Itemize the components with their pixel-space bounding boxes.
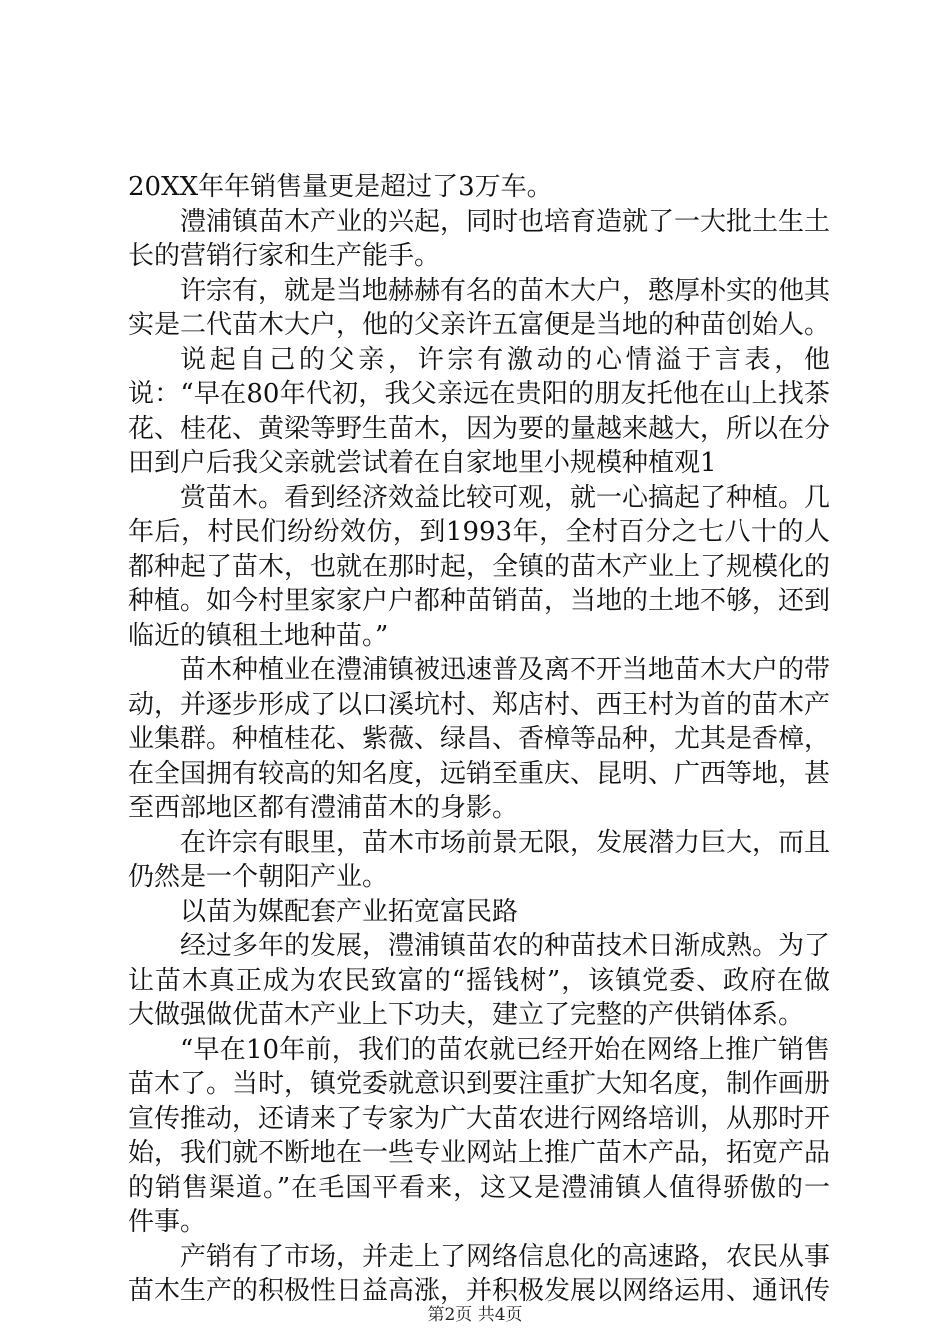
document-body xyxy=(128,170,830,1309)
paragraph-6: 苗木种植业在澧浦镇被迅速普及离不开当地苗木大户的带动，并逐步形成了以口溪坑村、郑店村、西王村为首的苗木产业集群。种植桂花、紫薇、绿昌、香樟等品种，尤其是香樟，在全国拥有较高的知名度，远销至重庆、昆明、广西等地，甚至西部地区都有澧浦苗木的身影。 xyxy=(128,655,831,823)
section-heading: 以苗为媒配套产业拓宽富民路 xyxy=(180,896,519,927)
paragraph-8: 经过多年的发展，澧浦镇苗农的种苗技术日渐成熟。为了让苗木真正成为农民致富的“摇钱树”，该镇党委、政府在做大做强做优苗木产业上下功夫，建立了完整的产供销体系。 xyxy=(128,931,831,1030)
paragraph-9: “早在10年前，我们的苗农就已经开始在网络上推广销售苗木了。当时，镇党委就意识到要注重扩大知名度，制作画册宣传推动，还请来了专家为广大苗农进行网络培训，从那时开始，我们就不断地在一些专业网站上推广苗木产品，拓宽产品的销售渠道。”在毛国平看来，这又是澧浦镇人值得骄傲的一件事。 xyxy=(128,1034,831,1237)
paragraph-3: 许宗有，就是当地赫赫有名的苗木大户，憨厚朴实的他其实是二代苗木大户，他的父亲许五富便是当地的种苗创始人。 xyxy=(128,275,831,340)
paragraph-7: 在许宗有眼里，苗木市场前景无限，发展潜力巨大，而且仍然是一个朝阳产业。 xyxy=(128,827,831,892)
paragraph-1: 20XX年年销售量更是超过了3万车。 xyxy=(128,172,553,202)
paragraph-2: 澧浦镇苗木产业的兴起，同时也培育造就了一大批土生土长的营销行家和生产能手。 xyxy=(128,206,831,271)
paragraph-4: 说起自己的父亲，许宗有激动的心情溢于言表，他说：“早在80年代初，我父亲远在贵阳的朋友托他在山上找茶花、桂花、黄梁等野生苗木，因为要的量越来越大，所以在分田到户后我父亲就尝试着在自家地里小规模种植观1 xyxy=(128,344,831,478)
page-footer: 第2页 共4页 xyxy=(427,1305,523,1325)
paragraph-5: 赏苗木。看到经济效益比较可观，就一心搞起了种植。几年后，村民们纷纷效仿，到1993年，全村百分之七八十的人都种起了苗木，也就在那时起，全镇的苗木产业上了规模化的种植。如今村里家家户户都种苗销苗，当地的土地不够，还到临近的镇租土地种苗。” xyxy=(128,482,831,651)
paragraph-10: 产销有了市场，并走上了网络信息化的高速路，农民从事苗木生产的积极性日益高涨，并积极发展以网络运用、通讯传 xyxy=(128,1241,831,1306)
